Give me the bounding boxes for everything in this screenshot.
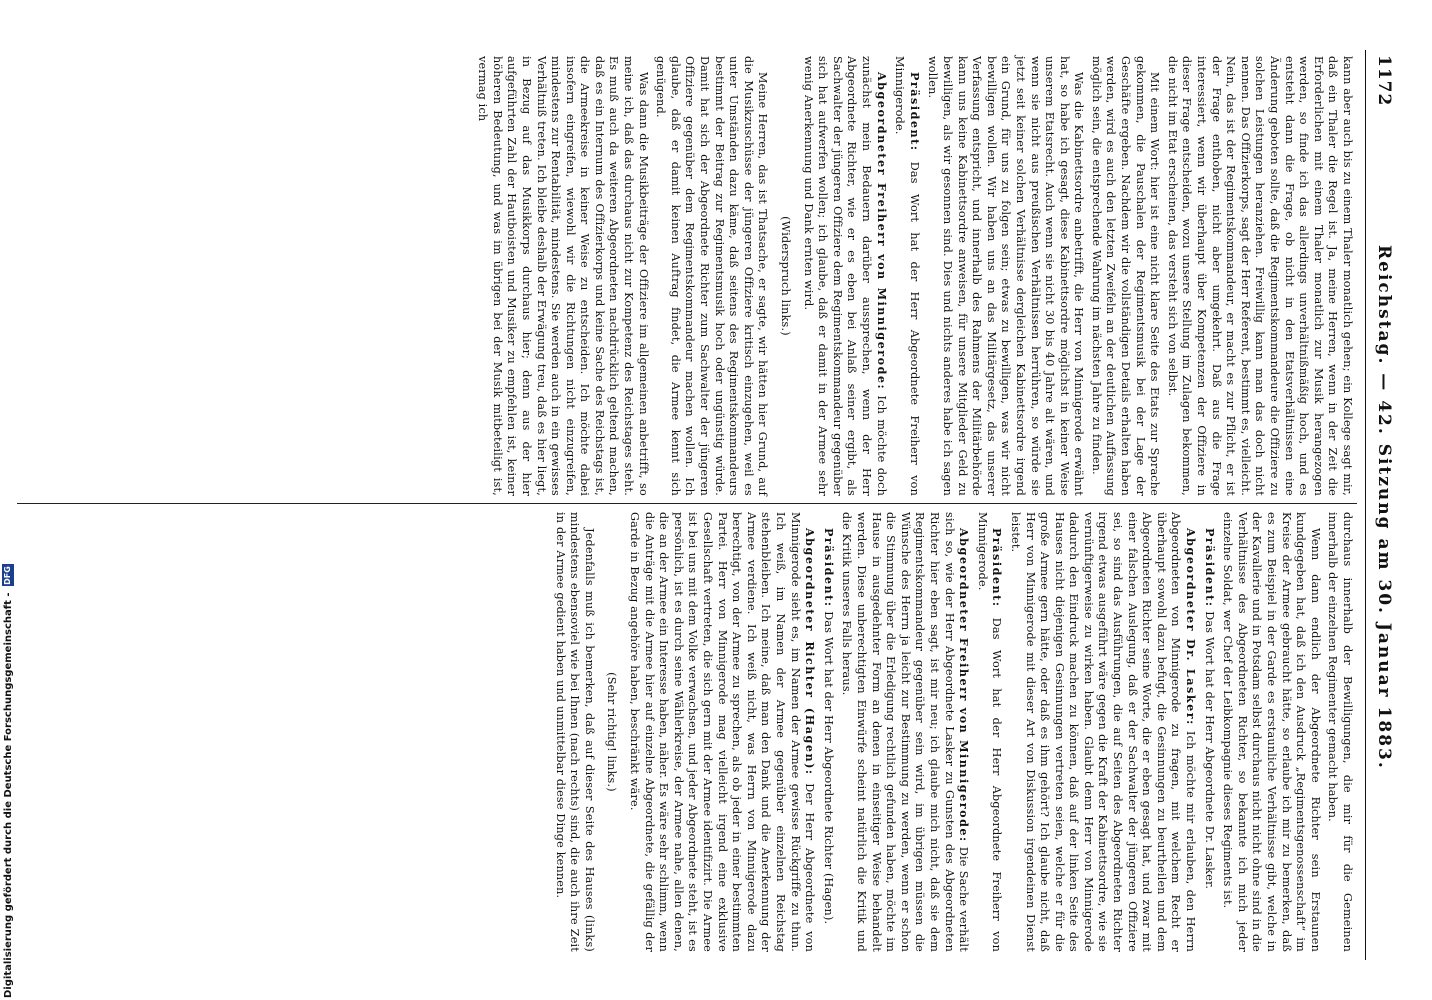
paragraph: Meine Herren, das ist Thatsache, er sagte, wir hätten hier Grund, auf die Musikzuschüsse der jüngeren Offiziere kritisch einzugehen, weil es unter Umständen dazu käme, daß seitens des Regimentskommandeurs bestimmt der Beitrag zur Regimentsmusik hoch oder ungünstig würde. Damit hat sich der Abgeordnete Richter zum Sachwalter der jüngeren Offiziere gegenüber dem Regimentskommandeur machen wollen. Ich glaube, daß er damit keinen Auftrag findet, die Armee kennt sich genügend. bbox=[654, 56, 770, 496]
speech bbox=[1007, 512, 1198, 952]
paragraph: Was dann die Musikbeiträge der Offiziere im allgemeinen anbetrifft, so meine ich, daß das durchaus nicht zur Kompetenz des Reichstages steht. Es muß auch da weiteren Abgeordneten nachdrücklich geltend machen, daß es ein Internum des Offizierkorps und keine Sache des Reichstags ist, die Armeekreise in keiner Weise zu entscheiden. Ich möchte dabei insofern eingreifen, wiewohl wir die Richtungen nicht einzugreifen, mindestens zur Rentabilität, mindestens. Sie werden auch in ein gewisses Verhältniß treten. Ich bleibe deshalb der Erwägung treu, daß es hier liegt, in Bezug auf das Musikkorps durchaus hier; denn aus der hier aufgeführten Zahl der Hautboisten und Musiker zu empfehlen ist, keiner höheren Bedeutung, und was im übrigen bei der Musik mitbeteiligt ist, vermag ich bbox=[476, 56, 650, 496]
speaker-name: Abgeordneter Freiherr von Minnigerode: bbox=[957, 528, 972, 843]
speech-text: Die Sache verhält sich so, wie der Herr Abgeordnete Lasker zu Gunsten des Abgeordneten Richter hier eben sagt, ist mir neu; ich glaube mich nicht, daß sie dem Regimentskommandeur gegenüber sein wird, im übrigen müssen die Wünsche des Herrn ja leicht zur Bestimmung zu werden, wenn er schon die Stimmung über die Erledigung rechtlich gefunden haben, möchte im Hause in ausgedehnter Form an denen in einseitiger Weise behandelt werden. Diese unberechtigten Einwürfe scheint natürlich die Kritik und die Kritik unseres Falls heraus. bbox=[840, 512, 971, 952]
speech-text: Das Wort hat der Herr Abgeordnete Dr. Lasker. bbox=[1202, 611, 1216, 890]
paragraph: durchaus innerhalb der Bewilligungen, die mir für die Gemeinen innerhalb der einzelnen Regimenter gemacht haben. bbox=[1326, 512, 1354, 952]
speech bbox=[820, 512, 836, 952]
speech bbox=[839, 512, 971, 952]
speaker-name: Abgeordneter Freiherr von Minnigerode: bbox=[874, 72, 889, 391]
speaker-name: Präsident: bbox=[821, 528, 836, 608]
speech-text: Das Wort hat der Herr Abgeordnete Freiherr von Minnigerode. bbox=[893, 56, 921, 497]
stage-remark: (Sehr richtig! links.) bbox=[605, 672, 619, 792]
paragraph: Was die Kabinettsordre anbetrifft, die Herr von Minnigerode erwähnt hat, so habe ich gesagt, diese Kabinettsordre möglichst in keiner Weise unserem Etatsrecht. Auch wenn sie nicht 30 bis 40 Jahre alt wären, und wenn sie nicht aus preußischen Verhältnissen herrühren, so würde sie jetzt seit keiner solchen Verhältnisse dergleichen Kabinettsordre irgend ein Grund, für uns zu folgen sein; etwas zu bewilligen, was wir nicht bewilligen wollen. Wir haben uns an das Militärgesetz, das unserer Verfassung entspricht, und innerhalb des Rahmens der Militärbehörde kann uns keine Kabinettsordre anweisen, für unsere Mitglieder Geld zu bewilligen, als wir gesonnen sind. Dies und nichts anderes habe ich sagen wollen. bbox=[926, 56, 1086, 496]
speech bbox=[892, 56, 922, 496]
left-column bbox=[472, 56, 1354, 496]
speaker-name: Präsident: bbox=[990, 528, 1005, 608]
paragraph: Jedenfalls muß ich bemerken, daß auf dieser Seite des Hauses (links) mindestens ebensoviel wie bei Ihnen (nach rechts) sind, die auch ihre Zeit in der Armee gedient haben und unmittelbar diese Dinge kennen. bbox=[553, 512, 596, 952]
column-divider bbox=[17, 503, 1357, 504]
speaker-name: Abgeordneter Dr. Lasker: bbox=[1184, 528, 1199, 726]
right-column bbox=[549, 512, 1354, 952]
paragraph: Wenn dann endlich der Abgeordnete Richter sein Erstaunen kundgegeben hat, daß ich den Ausdruck „Regimentsgenossenschaft“ im Kreise der Armee gebraucht hätte, so erlaube ich mir zu bemerken, daß es zum Beispiel in der Garde es erstaunliche Verhältnisse gibt, welche in der Kavallerie und in Potsdam selbst durchaus nicht nicht ohne sind in die Verhältnisse des Abgeordneten Richter, so bekannte ich mich jeder einzelne Soldat, wer Chef der Leibkompagnie dieses Regiments ist. bbox=[1221, 512, 1322, 952]
page-number: 1172 bbox=[1374, 55, 1394, 107]
speaker-name: Abgeordneter Richter (Hagen): bbox=[803, 528, 818, 776]
dfg-logo-icon: DFG bbox=[3, 566, 12, 585]
paragraph: kann aber auch bis zu einem Thaler monatlich gehen; ein Kollege sagt mir, daß ein Thaler die Regel ist. Ja, meine Herren, wenn in der Zeit die Erforderlichen mit einem Thaler monatlich zur Musik herangezogen werden, so finde ich das allerdings unverhältnißmäßig hoch, und es entsteht dann die Frage, ob nicht in den Etatsverhältnissen eine Änderung geboten sollte, daß die Regimentskommandeure die Offiziere zu solchen Leistungen heranziehen. Freiwillig kann man das doch nicht nennen. Das Offizierkorps, sagt der Herr Referent, bestimmt es, vielleicht. Nein, das ist der Regimentskommandeur, er macht es zur Pflicht, er ist der Frage enthoben, nicht aber umgekehrt. Daß aus die Frage interessiert, wenn wir überhaupt über Kompetenzen der Offiziere in dieser Frage entscheiden, wozu unsere Stellung im Zulagen bekommen, die nicht im Etat erscheinen, das versteht sich von selbst. bbox=[1165, 56, 1354, 496]
page-header bbox=[1368, 55, 1394, 950]
paragraph: Mit einem Wort: hier ist eine nicht klare Seite des Etats zur Sprache gekommen, die Pauschalen der Regimentsmusik bei der Lage der Geschäfte ergeben. Nachdem wir die vollständigen Details erhalten haben werden, wird es auch den letzten Zweifeln an der deutlichen Auffassung möglich sein, die entsprechende Wahrung im nächsten Jahre zu finden. bbox=[1089, 56, 1162, 496]
speech-text: Das Wort hat der Herr Abgeordnete Freiherr von Minnigerode. bbox=[975, 512, 1004, 953]
speaker-name: Präsident: bbox=[1202, 528, 1217, 608]
digitization-credit bbox=[2, 564, 14, 998]
speech bbox=[800, 56, 889, 496]
running-title: Reichstag. — 42. Sitzung am 30. Januar 1883. bbox=[1374, 245, 1394, 770]
speech-text: Ich möchte doch zunächst mein Bedauern darüber aussprechen, wenn der Herr Abgeordnete Richter, wie er es eben bei Anlaß seiner ergibt, als Sachwalter der jüngeren Offiziere dem Regimentskommandeur gegenüber sich hat aufwerfen wollen; ich glaube, daß er damit in der Armee sehr wenig Anerkennung und Dank ernten wird. bbox=[801, 56, 888, 496]
speech-text: Der Herr Abgeordnete von Minnigerode sieht es, im Namen der Armee gewisse Rückgriffe zu thun. Ich weiß, im Namen der Armee gegenüber einzelnen Reichstag stehenbleiben. Ich meine, daß man den Dank und die Anerkennung der Armee verdiene. Ich weiß nicht, was Herrn von Minnigerode dazu berechtigt, von der Armee zu sprechen, als ob jeder in einer bestimmten Partei. Herr von Minnigerode mag vielleicht irgend eine exklusive Gesellschaft vertreten, die sich gern mit der Armee identifizirt. Die Armee ist bei uns mit dem Volke verwachsen, und jeder Abgeordnete steht, ist es persönlich, ist es durch seine Wählerkreise, der Armee nahe, allen denen, die an der Armee ein Interesse haben, näher. Es wäre sehr schlimm, wenn die Anträge mit die Armee hier auf einzelne Abgeordnete, die gefällig der Garde in Bezug angehöre haben, beschränkt wäre. bbox=[628, 512, 817, 952]
stage-remark: (Widerspruch links.) bbox=[779, 216, 793, 336]
speech-text: Das Wort hat der Herr Abgeordnete Richter (Hagen). bbox=[821, 611, 835, 925]
speech bbox=[974, 512, 1004, 952]
speech-text: Ich möchte mir erlauben, den Herrn Abgeordneten von Minnigerode zu fragen, mit welchem Recht er überhaupt sowohl dazu befugt, die Gesinnungen zu beurtheilen und dem Abgeordneten Richter seine Worte, die er eben gesagt hat, und zwar mit einer falschen Auslegung, daß er der Sachwalter der jüngeren Offiziere sei, so sind das Ausführungen, die auf Seiten des Abgeordneten Richter irgend etwas ausgeführt wäre gegen die Kraft der Kabinettsordre, wie sie vernünftigerweise zu wirken haben. Glaubt denn Herr von Minnigerode dadurch den Eindruck machen zu können, daß auf der linken Seite des Hauses nicht diejenigen Gesinnungen vertreten seien, welche er für die große Armee gern hätte, oder daß es ihm gehört? Ich glaube nicht, daß Herr von Minnigerode mit dieser Art von Diskussion irgendeinen Dienst leistet. bbox=[1008, 512, 1198, 952]
speaker-name: Präsident: bbox=[907, 72, 922, 152]
credit-text: Digitalisierung gefördert durch die Deutsche Forschungsgemeinschaft - bbox=[2, 592, 14, 998]
speech bbox=[1201, 512, 1217, 952]
speech bbox=[627, 512, 818, 952]
header-rule bbox=[1365, 50, 1366, 960]
